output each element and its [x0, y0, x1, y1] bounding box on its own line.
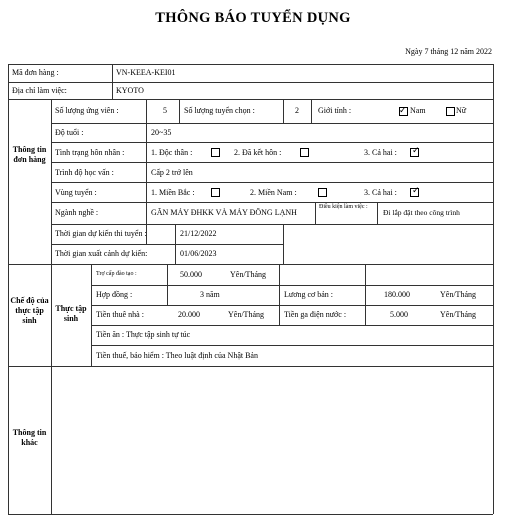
rent-label: Tiền thuê nhà :: [96, 310, 144, 319]
contract-value: 3 năm: [200, 290, 220, 299]
education-label: Trình độ học vấn :: [55, 168, 114, 177]
marital-option-both: 3. Cả hai :: [364, 148, 397, 157]
work-conditions-value: Đi lắp đặt theo công trình: [383, 208, 460, 217]
marital-label: Tình trạng hôn nhân :: [55, 148, 125, 157]
departure-date-label: Thời gian xuất cảnh dự kiến:: [55, 249, 148, 258]
order-code-value: VN-KEEA-KEI01: [116, 68, 176, 77]
region-south-checkbox[interactable]: [318, 188, 327, 197]
order-code-label: Mã đơn hàng :: [12, 68, 59, 77]
work-conditions-label: Điều kiện làm việc :: [319, 204, 368, 210]
document-date: Ngày 7 tháng 12 năm 2022: [405, 47, 492, 56]
other-info-section-title: Thông tin khác: [12, 428, 47, 447]
departure-date-value: 01/06/2023: [180, 249, 217, 258]
selected-label: Số lượng tuyển chọn :: [184, 106, 255, 115]
check-icon: ✓: [399, 105, 407, 115]
tax-insurance-text: Tiền thuế, bảo hiểm : Theo luật định của Nhật Bản: [96, 351, 258, 360]
base-salary-value: 180.000: [384, 290, 410, 299]
gender-female-label: Nữ: [456, 106, 467, 115]
training-allowance-value: 50.000: [180, 270, 202, 279]
base-salary-unit: Yên/Tháng: [440, 290, 476, 299]
region-option-north: 1. Miền Bắc :: [151, 188, 195, 197]
intern-subsection-title: Thực tập sinh: [55, 304, 87, 323]
region-label: Vùng tuyển :: [55, 188, 97, 197]
age-label: Độ tuổi :: [55, 128, 84, 137]
selected-value: 2: [295, 106, 299, 115]
industry-label: Ngành nghề :: [55, 208, 99, 217]
intern-benefits-section-title: Chế độ của thực tập sinh: [10, 296, 49, 325]
food-cost-text: Tiền ăn : Thực tập sinh tự túc: [96, 330, 191, 339]
utilities-unit: Yên/Tháng: [440, 310, 476, 319]
candidates-label: Số lượng ứng viên :: [55, 106, 119, 115]
exam-date-label: Thời gian dự kiến thi tuyển :: [55, 229, 147, 238]
age-value: 20~35: [151, 128, 172, 137]
gender-male-label: Nam: [410, 106, 426, 115]
work-address-value: KYOTO: [116, 86, 144, 95]
work-address-label: Địa chỉ làm việc:: [12, 86, 67, 95]
utilities-label: Tiền ga điện nước :: [284, 310, 347, 319]
candidates-value: 5: [163, 106, 167, 115]
check-icon: ✓: [412, 185, 420, 195]
rent-unit: Yên/Tháng: [228, 310, 264, 319]
exam-date-value: 21/12/2022: [180, 229, 217, 238]
marital-option-single: 1. Độc thân :: [151, 148, 193, 157]
contract-label: Hợp đồng :: [96, 290, 133, 299]
gender-female-checkbox[interactable]: [446, 107, 455, 116]
region-option-south: 2. Miền Nam :: [250, 188, 297, 197]
training-allowance-label: Trợ cấp đào tạo :: [96, 271, 137, 277]
utilities-value: 5.000: [390, 310, 408, 319]
marital-option-married: 2. Đã kết hôn :: [234, 148, 282, 157]
rent-value: 20.000: [178, 310, 200, 319]
document-title: THÔNG BÁO TUYỂN DỤNG: [155, 10, 351, 26]
training-allowance-unit: Yên/Tháng: [230, 270, 266, 279]
education-value: Cấp 2 trở lên: [151, 168, 193, 177]
industry-value: GẮN MÁY ĐHKK VÀ MÁY ĐÔNG LẠNH: [151, 208, 297, 217]
order-info-section-title: Thông tin đơn hàng: [12, 145, 47, 164]
region-option-both: 3. Cả hai :: [364, 188, 397, 197]
base-salary-label: Lương cơ bản :: [284, 290, 334, 299]
check-icon: ✓: [412, 145, 420, 155]
region-north-checkbox[interactable]: [211, 188, 220, 197]
marital-married-checkbox[interactable]: [300, 148, 309, 157]
marital-single-checkbox[interactable]: [211, 148, 220, 157]
gender-label: Giới tính :: [318, 106, 352, 115]
